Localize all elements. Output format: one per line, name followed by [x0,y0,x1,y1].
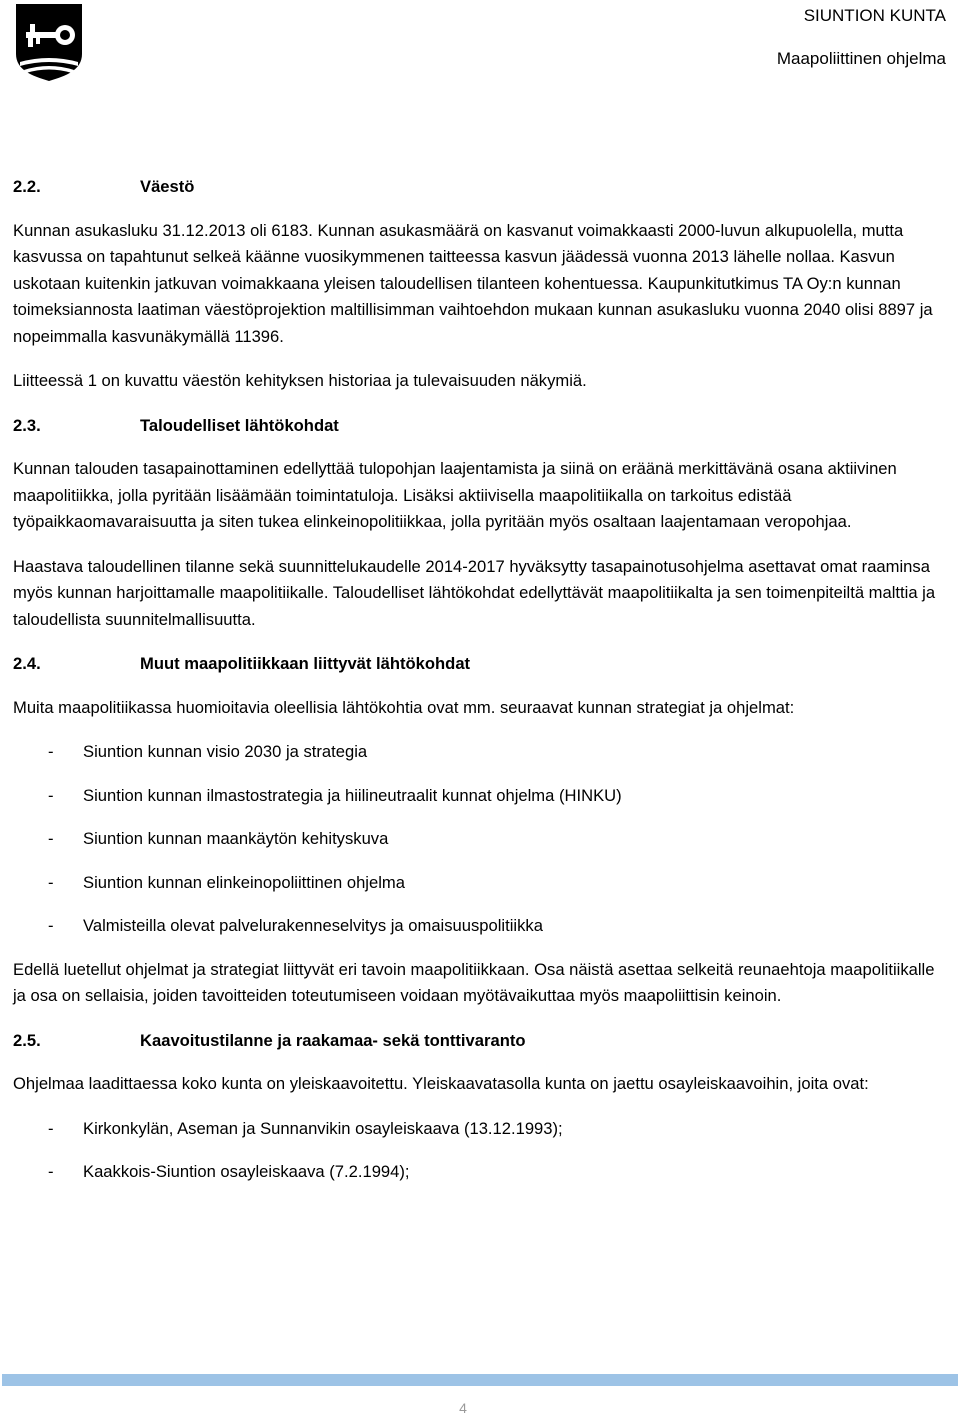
paragraph: Kunnan asukasluku 31.12.2013 oli 6183. Kunnan asukasmäärä on kasvanut voimakkaasti 2000-luvun alkupuolella, mutta kasvussa on tapahtunut selkeä käänne vuosikymmenen taitteessa kasvun jäädessä vuonna 2013 lähelle nollaa. Kasvun uskotaan kuitenkin jatkuvan voimakkaana yleisen taloudellisen tilanteen kohentuessa. Kaupunkitutkimus TA Oy:n kunnan toimeksiannosta laatiman väestöprojektion maltillisimman vaihtoehdon mukaan kunnan asukasluku vuonna 2040 olisi 8897 ja nopeimmalla kasvunäkymällä 11396. [13,220,933,346]
list-item: - Valmisteilla olevat palvelurakenneselvitys ja omaisuuspolitiikka [13,913,943,940]
section-heading-2-3 [13,413,943,440]
paragraph: Kunnan talouden tasapainottaminen edellyttää tulopohjan laajentamista ja siinä on eräänä merkittävänä osana aktiivinen maapolitiikka, jolla pyritään lisäämään toimintatuloja. Lisäksi aktiivisella maapolitiikalla on tarkoitus edistää työpaikkaomavaraisuutta ja siten tukea elinkeinopolitiikkaa, jolla pyritään myös osaltaan laajentamaan veropohjaa. [13,459,897,531]
footer-rule [2,1374,958,1386]
header-document-title: Maapoliittinen ohjelma [776,49,946,68]
section-title: Väestö [140,177,195,196]
section-title: Taloudelliset lähtökohdat [140,415,339,435]
list-item: - Siuntion kunnan maankäytön kehityskuva [13,826,943,853]
list-item: - Siuntion kunnan ilmastostrategia ja hiilineutraalit kunnat ohjelma (HINKU) [13,783,943,810]
section-number: 2.3. [13,415,41,435]
list-item: - Kirkonkylän, Aseman ja Sunnanvikin osayleiskaava (13.12.1993); [13,1116,943,1143]
section-heading-2-4 [13,651,943,678]
municipal-crest-logo [14,2,84,82]
list-item: - Kaakkois-Siuntion osayleiskaava (7.2.1994); [13,1159,943,1186]
list-item: - Siuntion kunnan elinkeinopoliittinen ohjelma [13,870,943,897]
section-number: 2.4. [13,654,41,673]
header-organization: SIUNTION KUNTA [803,6,946,25]
paragraph: Haastava taloudellinen tilanne sekä suunnittelukaudelle 2014-2017 hyväksytty tasapainotusohjelma asettavat omat raaminsa myös kunnan harjoittamalle maapolitiikalle. Taloudelliset lähtökohdat edellyttävät maapolitiikalta ja sen toimenpiteiltä malttia ja taloudellista suunnitelmallisuutta. [13,556,936,629]
paragraph: Liitteessä 1 on kuvattu väestön kehityksen historiaa ja tulevaisuuden näkymiä. [13,371,587,390]
paragraph: Edellä luetellut ohjelmat ja strategiat liittyvät eri tavoin maapolitiikkaan. Osa näistä asettaa selkeitä reunaehtoja maapolitiikalle ja osa on sellaisia, joiden tavoitteiden toteutumiseen voidaan myötävaikuttaa myös maapoliittisin keinoin. [13,959,935,1005]
list-item: - Siuntion kunnan visio 2030 ja strategia [13,739,943,766]
strategy-list [13,739,943,940]
page-number: 4 [459,1400,467,1416]
section-number: 2.2. [13,177,41,196]
section-title: Kaavoitustilanne ja raakamaa- sekä tonttivaranto [140,1030,526,1050]
document-body [13,174,943,1203]
section-heading-2-5 [13,1028,943,1055]
section-title: Muut maapolitiikkaan liittyvät lähtökohdat [140,654,471,673]
section-number: 2.5. [13,1030,41,1050]
plan-list [13,1116,943,1186]
paragraph: Muita maapolitiikassa huomioitavia oleellisia lähtökohtia ovat mm. seuraavat kunnan strategiat ja ohjelmat: [13,697,795,717]
section-heading-2-2 [13,174,943,201]
paragraph: Ohjelmaa laadittaessa koko kunta on yleiskaavoitettu. Yleiskaavatasolla kunta on jaettu osayleiskaavoihin, joita ovat: [13,1074,869,1093]
